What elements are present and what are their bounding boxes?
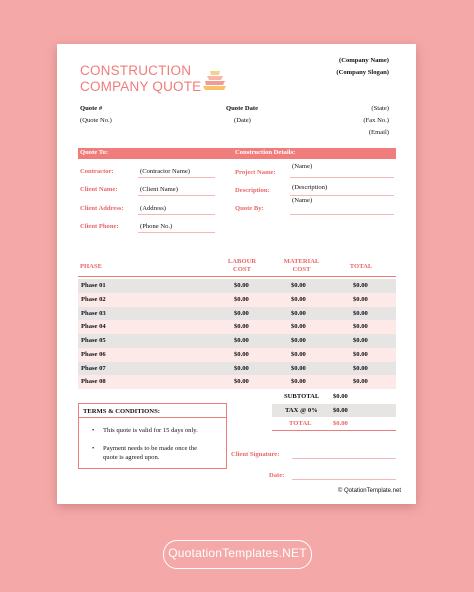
labour-cost-cell: $0.00 — [234, 309, 249, 317]
table-row — [78, 375, 396, 389]
quote-number-label: Quote # — [80, 105, 103, 112]
phase-cell: Phase 06 — [81, 350, 106, 358]
total-row — [272, 417, 396, 431]
contact-email: (Email) — [368, 129, 389, 136]
labour-cost-cell: $0.00 — [234, 282, 249, 289]
total-label: TOTAL — [289, 420, 312, 427]
total-cell: $0.00 — [353, 282, 368, 289]
contact-fax: (Fax No.) — [363, 117, 389, 124]
site-badge-label: QuotationTemplates.NET — [168, 546, 307, 560]
stack-logo-icon — [202, 69, 228, 91]
labour-cost-cell: $0.00 — [234, 323, 249, 331]
material-cost-cell: $0.00 — [291, 309, 306, 317]
copyright-text: © QotationTemplate.net — [337, 488, 401, 494]
total-cell: $0.00 — [353, 309, 368, 317]
description-value[interactable]: (Description) — [292, 184, 328, 191]
document-title-line1: CONSTRUCTION — [80, 63, 192, 78]
material-cost-cell: $0.00 — [291, 378, 306, 386]
client-address-value[interactable]: (Address) — [140, 205, 167, 212]
table-row — [78, 293, 396, 307]
material-cost-cell: $0.00 — [291, 295, 306, 303]
subtotal-value: $0.00 — [333, 393, 348, 400]
quote-by-label: Quote By: — [235, 205, 264, 212]
table-row — [78, 320, 396, 334]
contact-state: (State) — [371, 105, 389, 112]
quote-date-label: Quote Date — [226, 105, 259, 112]
phase-cell: Phase 01 — [81, 282, 106, 289]
client-address-label: Client Address: — [80, 205, 124, 212]
project-name-value[interactable]: (Name) — [292, 163, 313, 170]
tax-row — [272, 404, 396, 418]
total-cell: $0.00 — [353, 350, 368, 358]
construction-details-heading: Construction Details: — [235, 149, 296, 156]
quote-to-heading: Quote To: — [80, 149, 109, 156]
signature-date-label: Date: — [269, 472, 285, 479]
client-name-value[interactable]: (Client Name) — [140, 186, 178, 193]
material-cost-cell: $0.00 — [291, 282, 306, 289]
total-cell: $0.00 — [353, 323, 368, 331]
material-cost-cell: $0.00 — [291, 323, 306, 331]
terms-item-2-line2: quote is agreed upon. — [103, 454, 160, 461]
total-cell: $0.00 — [353, 337, 368, 344]
labour-cost-cell: $0.00 — [234, 364, 249, 372]
totals-rule — [272, 430, 396, 431]
material-cost-cell: $0.00 — [291, 364, 306, 372]
site-badge[interactable] — [163, 540, 312, 569]
phase-column-header: PHASE — [80, 263, 102, 270]
terms-item-1: This quote is valid for 15 days only. — [103, 427, 198, 434]
total-cell: $0.00 — [353, 378, 368, 386]
table-header-rule — [78, 276, 396, 277]
total-column-header: TOTAL — [349, 263, 373, 270]
terms-title: TERMS & CONDITIONS: — [83, 408, 160, 415]
tax-label: TAX @ 0% — [285, 406, 318, 414]
description-label: Description: — [235, 187, 270, 194]
labour-cost-cell: $0.00 — [234, 337, 249, 344]
quote-number-value: (Quote No.) — [80, 117, 112, 124]
subtotal-label: SUBTOTAL — [284, 393, 320, 400]
table-row — [78, 348, 396, 362]
terms-item-2-line1: Payment needs to be made once the — [103, 445, 198, 452]
terms-bullet-icon: • — [92, 445, 95, 452]
client-phone-value[interactable]: (Phone No.) — [140, 223, 173, 230]
client-signature-label: Client Signature: — [231, 451, 280, 458]
labour-cost-column-header: LABOUR COST — [227, 258, 257, 273]
table-row — [78, 307, 396, 321]
labour-cost-cell: $0.00 — [234, 378, 249, 386]
phase-cell: Phase 07 — [81, 364, 106, 372]
signature-date-line[interactable] — [292, 479, 396, 480]
client-phone-underline — [138, 232, 215, 233]
client-signature-line[interactable] — [292, 458, 396, 459]
phase-cell: Phase 05 — [81, 337, 106, 344]
contractor-value[interactable]: (Contractor Name) — [140, 168, 190, 175]
material-cost-cell: $0.00 — [291, 350, 306, 358]
company-slogan: (Company Slogan) — [336, 69, 389, 76]
contractor-underline — [138, 177, 215, 178]
phase-cell: Phase 08 — [81, 378, 106, 386]
material-cost-cell: $0.00 — [291, 337, 306, 344]
client-address-underline — [138, 214, 215, 215]
terms-bullet-icon: • — [92, 427, 95, 434]
terms-divider — [79, 417, 226, 418]
total-cell: $0.00 — [353, 364, 368, 372]
material-cost-column-header: MATERIAL COST — [283, 258, 320, 273]
phase-cell: Phase 03 — [81, 309, 106, 317]
labour-cost-cell: $0.00 — [234, 350, 249, 358]
quote-by-underline — [290, 214, 394, 215]
quote-by-value[interactable]: (Name) — [292, 197, 313, 204]
table-row — [78, 279, 396, 293]
total-cell: $0.00 — [353, 295, 368, 303]
company-name: (Company Name) — [339, 57, 389, 64]
labour-cost-cell: $0.00 — [234, 295, 249, 303]
section-header-bar — [78, 148, 396, 159]
subtotal-row — [272, 390, 396, 404]
client-name-label: Client Name: — [80, 186, 118, 193]
terms-box — [78, 403, 227, 469]
client-phone-label: Client Phone: — [80, 223, 119, 230]
document-title-line2: COMPANY QUOTE — [80, 79, 202, 94]
table-row — [78, 334, 396, 348]
contractor-label: Contractor: — [80, 168, 114, 175]
quote-document — [57, 44, 416, 504]
project-name-underline — [290, 177, 394, 178]
client-name-underline — [138, 195, 215, 196]
project-name-label: Project Name: — [235, 169, 276, 176]
table-row — [78, 362, 396, 376]
phase-cell: Phase 04 — [81, 323, 106, 331]
tax-value: $0.00 — [333, 406, 348, 414]
quote-date-value: (Date) — [234, 117, 251, 124]
total-value: $0.00 — [333, 420, 348, 427]
phase-cell: Phase 02 — [81, 295, 106, 303]
